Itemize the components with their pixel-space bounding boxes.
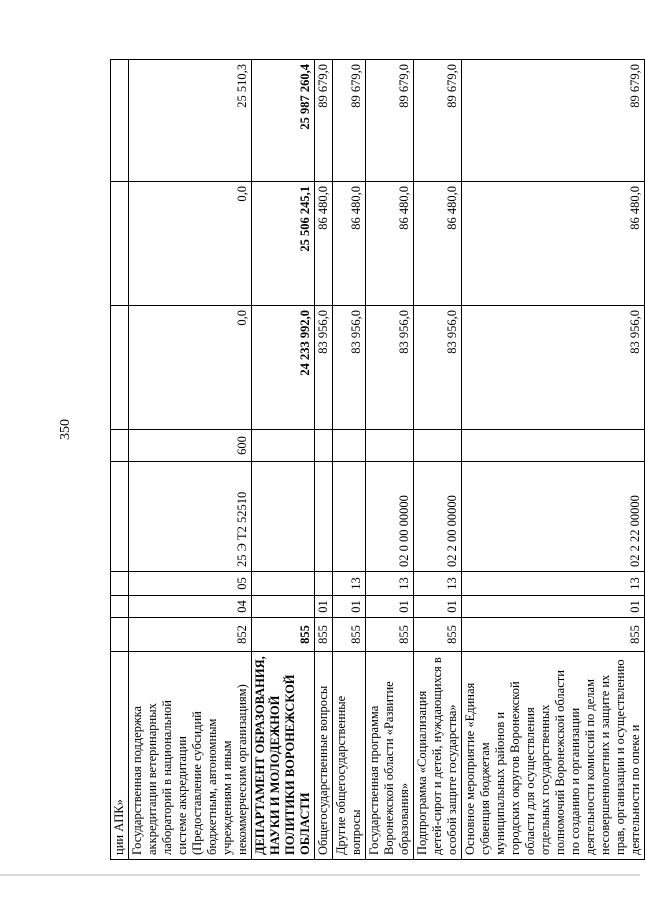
row-value-1 — [111, 306, 129, 430]
row-rz: 01 — [414, 596, 462, 618]
row-vr — [111, 430, 129, 462]
row-value-2: 86 480,0 — [414, 182, 462, 306]
row-rz — [111, 596, 129, 618]
row-vr — [315, 430, 333, 462]
row-value-1: 83 956,0 — [315, 306, 333, 430]
table-body — [111, 60, 645, 860]
row-name: Государственная программа Воронежской области «Развитие образования» — [366, 652, 414, 860]
page-number: 350 — [58, 419, 73, 440]
row-value-3: 89 679,0 — [333, 60, 366, 182]
row-vr — [366, 430, 414, 462]
row-value-2: 0,0 — [129, 182, 252, 306]
row-value-2 — [111, 182, 129, 306]
row-value-1: 83 956,0 — [462, 306, 645, 430]
row-csr — [333, 462, 366, 572]
table-row — [333, 60, 366, 860]
scan-edge-line — [0, 874, 640, 876]
row-pr: 05 — [129, 572, 252, 596]
row-pr: 13 — [333, 572, 366, 596]
row-value-2: 25 506 245,1 — [252, 182, 315, 306]
row-ved: 855 — [333, 618, 366, 652]
row-pr: 13 — [462, 572, 645, 596]
row-csr: 02 2 22 00000 — [462, 462, 645, 572]
row-vr — [414, 430, 462, 462]
table-row — [129, 60, 252, 860]
table-row — [111, 60, 129, 860]
row-ved: 855 — [315, 618, 333, 652]
table-row — [366, 60, 414, 860]
row-ved: 855 — [414, 618, 462, 652]
row-pr: 13 — [414, 572, 462, 596]
row-value-1: 83 956,0 — [366, 306, 414, 430]
row-value-1: 83 956,0 — [414, 306, 462, 430]
row-value-3: 89 679,0 — [462, 60, 645, 182]
row-name: ДЕПАРТАМЕНТ ОБРАЗОВАНИЯ, НАУКИ И МОЛОДЕЖНОЙ ПОЛИТИКИ ВОРОНЕЖСКОЙ ОБЛАСТИ — [252, 652, 315, 860]
row-pr — [111, 572, 129, 596]
row-value-1: 24 233 992,0 — [252, 306, 315, 430]
row-value-2: 86 480,0 — [462, 182, 645, 306]
row-ved: 855 — [462, 618, 645, 652]
row-ved: 852 — [129, 618, 252, 652]
budget-table — [110, 59, 645, 860]
row-value-2: 86 480,0 — [315, 182, 333, 306]
table-row — [252, 60, 315, 860]
table-row — [414, 60, 462, 860]
row-name: ции АПК» — [111, 652, 129, 860]
row-pr: 13 — [366, 572, 414, 596]
row-csr — [252, 462, 315, 572]
row-csr — [315, 462, 333, 572]
row-rz: 01 — [462, 596, 645, 618]
row-value-3: 25 510,3 — [129, 60, 252, 182]
row-pr — [252, 572, 315, 596]
row-value-3 — [111, 60, 129, 182]
table-row — [462, 60, 645, 860]
table-row — [315, 60, 333, 860]
row-value-1: 0,0 — [129, 306, 252, 430]
row-rz: 01 — [315, 596, 333, 618]
row-value-2: 86 480,0 — [366, 182, 414, 306]
row-rz: 01 — [366, 596, 414, 618]
row-csr: 02 0 00 00000 — [366, 462, 414, 572]
row-vr — [333, 430, 366, 462]
row-rz — [252, 596, 315, 618]
row-ved: 855 — [252, 618, 315, 652]
row-csr: 02 2 00 00000 — [414, 462, 462, 572]
row-csr — [111, 462, 129, 572]
row-value-3: 25 987 260,4 — [252, 60, 315, 182]
row-ved: 855 — [366, 618, 414, 652]
rotated-table-container — [110, 60, 640, 860]
row-rz: 01 — [333, 596, 366, 618]
row-vr: 600 — [129, 430, 252, 462]
row-name: Государственная поддержка аккредитации ветеринарных лабораторий в национальной системе аккредитации (Предоставление субсидий бюджетным, автономным учреждениям и иным некоммерческим организациям) — [129, 652, 252, 860]
row-value-3: 89 679,0 — [414, 60, 462, 182]
row-csr: 25 Э Т2 52510 — [129, 462, 252, 572]
row-value-1: 83 956,0 — [333, 306, 366, 430]
row-ved — [111, 618, 129, 652]
row-value-3: 89 679,0 — [315, 60, 333, 182]
row-name: Подпрограмма «Социализация детей-сирот и детей, нуждающихся в особой защите государства» — [414, 652, 462, 860]
row-name: Общегосударственные вопросы — [315, 652, 333, 860]
row-value-2: 86 480,0 — [333, 182, 366, 306]
row-value-3: 89 679,0 — [366, 60, 414, 182]
row-name: Другие общегосударственные вопросы — [333, 652, 366, 860]
row-rz: 04 — [129, 596, 252, 618]
row-name: Основное мероприятие «Единая субвенция бюджетам муниципальных районов и городских округов Воронежской области для осуществления отдельных государственных полномочий Воронежской области по созданию и организации деятельности комиссий по делам несовершеннолетних и защите их прав, организации и осуществлению деятельности по опеке и — [462, 652, 645, 860]
row-vr — [462, 430, 645, 462]
row-pr — [315, 572, 333, 596]
row-vr — [252, 430, 315, 462]
